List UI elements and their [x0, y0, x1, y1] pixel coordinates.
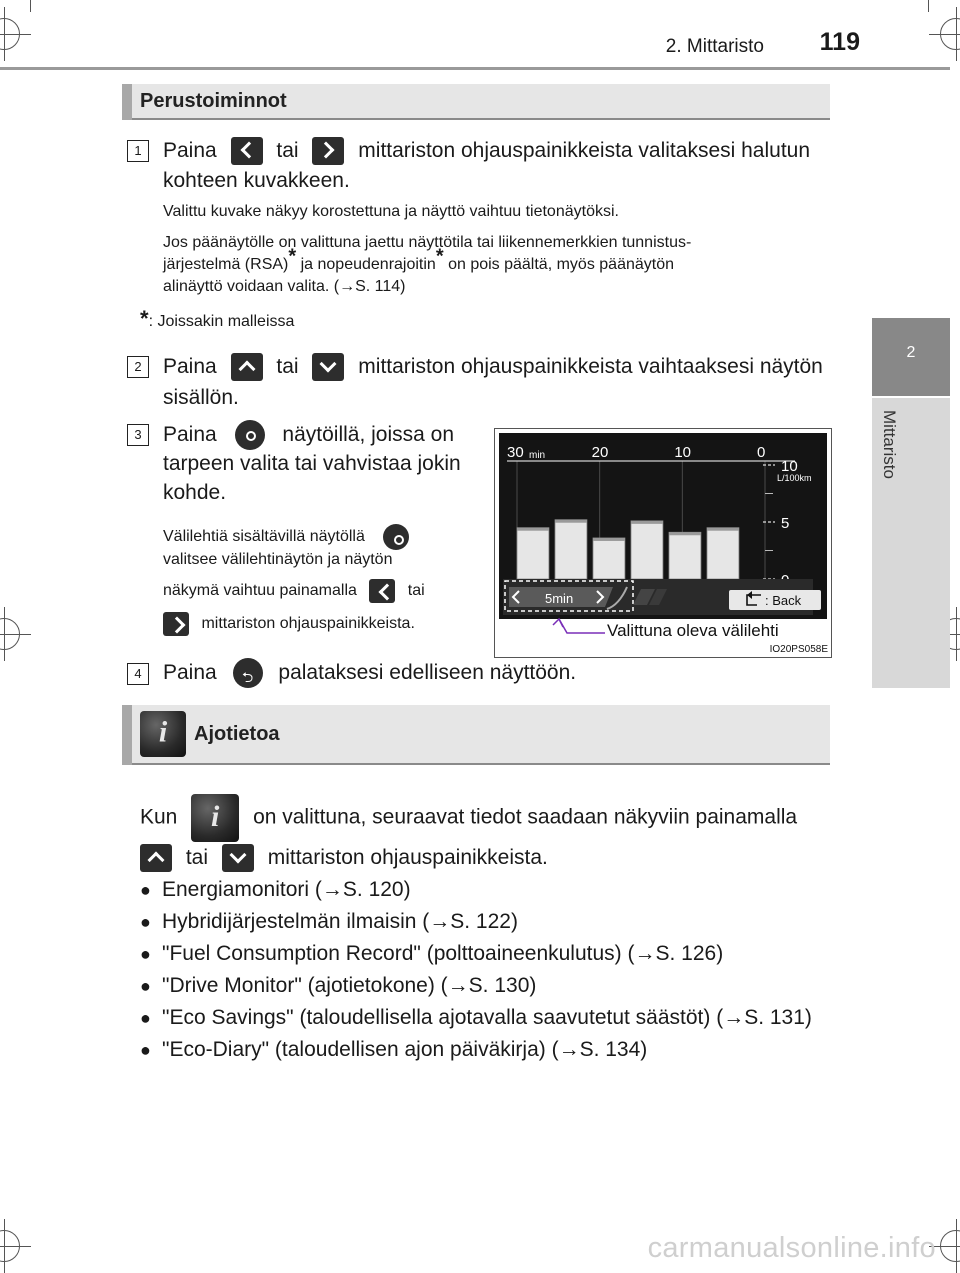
up-arrow-icon — [140, 844, 172, 872]
right-arrow-icon — [312, 137, 344, 165]
trip-intro-line-1: Kun i on valittuna, seuraavat tiedot saadaan näkyviin painamalla — [140, 794, 830, 842]
caption-leader-arrowhead — [553, 619, 563, 627]
bar — [669, 532, 701, 579]
registration-mark-bottom-right — [940, 1230, 960, 1262]
step-3-line-1: Paina näytöillä, joissa on — [163, 420, 477, 450]
section-title-trip: Ajotietoa — [194, 723, 280, 745]
y-tick-label: 5 — [781, 515, 790, 532]
step-number-1: 1 — [127, 140, 149, 162]
back-button-icon — [233, 658, 263, 688]
down-arrow-icon — [222, 844, 254, 872]
x-tick-label: 20 — [591, 444, 609, 461]
step-1-note-1: Valittu kuvake näkyy korostettuna ja näyttö vaihtuu tietonäytöksi. — [163, 203, 619, 220]
step-4-line-1: Paina ⮌ palataksesi edelliseen näyttöön. — [163, 658, 827, 688]
left-arrow-icon — [369, 579, 395, 603]
step-3-note-3: näkymä vaihtuu painamalla tai — [163, 579, 425, 603]
list-item: ● "Fuel Consumption Record" (polttoaineenkulutus) (→S. 126) — [140, 940, 723, 968]
step-3-note-4: mittariston ohjauspainikkeista. — [163, 612, 415, 636]
crop-line-top-right — [928, 0, 929, 12]
step-1-note-2b: järjestelmä (RSA)* ja nopeudenrajoitin* on pois päältä, myös päänäytön — [163, 245, 674, 273]
bar — [631, 521, 663, 579]
running-header-section: 2. Mittaristo — [665, 36, 764, 57]
bar-top — [517, 528, 549, 531]
ok-button-icon — [383, 524, 409, 550]
footnote-asterisk: * — [140, 306, 149, 331]
step-1-line-1: Paina tai mittariston ohjauspainikkeista valitaksesi halutun — [163, 136, 827, 165]
figure-code: IO20PS058E — [769, 644, 828, 655]
step-3-note-2: valitsee välilehtinäytön ja näytön — [163, 551, 393, 568]
x-unit-label: min — [529, 450, 546, 461]
list-item: ● "Drive Monitor" (ajotietokone) (→S. 130) — [140, 972, 536, 1000]
section-bar-trip — [122, 705, 830, 765]
bar-top — [555, 520, 587, 523]
page-number: 119 — [819, 28, 860, 56]
x-tick-label: 10 — [674, 444, 692, 461]
x-tick-label: 0 — [757, 444, 766, 461]
step-3-note-1: Välilehtiä sisältävillä näytöllä — [163, 524, 409, 550]
step-2-line-2: sisällön. — [163, 386, 239, 409]
bar — [517, 528, 549, 579]
registration-mark-top-left — [0, 18, 20, 50]
registration-mark-top-right — [940, 18, 960, 50]
step-number-3: 3 — [127, 424, 149, 446]
ok-button-icon — [235, 420, 265, 450]
step-3-line-3: kohde. — [163, 481, 227, 504]
crop-line-top-left — [30, 0, 31, 12]
step-1-note-2c: alinäyttö voidaan valita. (→S. 114) — [163, 278, 406, 295]
back-label: : Back — [765, 593, 802, 608]
trip-intro-line-2: tai mittariston ohjauspainikkeista. — [140, 843, 548, 872]
chapter-tab-label: Mittaristo — [880, 410, 899, 479]
section-bar-basic — [122, 84, 830, 120]
figure-caption: Valittuna oleva välilehti — [607, 621, 779, 640]
registration-mark-mid-left — [0, 618, 20, 650]
list-item: ● "Eco Savings" (taloudellisella ajotavalla saavutetut säästöt) (→S. 131) — [140, 1004, 812, 1032]
footnote: *: Joissakin malleissa — [140, 306, 295, 331]
right-arrow-icon — [163, 612, 189, 636]
list-item: ● "Eco-Diary" (taloudellisen ajon päiväkirja) (→S. 134) — [140, 1036, 647, 1064]
info-icon — [140, 711, 186, 757]
step-2-line-1: Paina tai mittariston ohjauspainikkeista vaihtaaksesi näytön — [163, 352, 827, 381]
up-arrow-icon — [231, 353, 263, 381]
bar — [593, 538, 625, 579]
bar-top — [593, 538, 625, 541]
bar — [707, 528, 739, 579]
step-1-note-2a: Jos päänäytölle on valittuna jaettu näyttötila tai liikennemerkkien tunnistus- — [163, 234, 692, 251]
bar-top — [631, 521, 663, 524]
x-tick-label: 30 — [507, 444, 524, 461]
y-tick-label: 10 — [781, 458, 798, 475]
chapter-tab-number: 2 — [872, 318, 950, 396]
caption-leader-line — [559, 619, 605, 633]
section-title-basic: Perustoiminnot — [140, 90, 287, 112]
step-3-line-2: tarpeen valita tai vahvistaa jokin — [163, 452, 461, 475]
step-number-2: 2 — [127, 356, 149, 378]
list-item: ● Hybridijärjestelmän ilmaisin (→S. 122) — [140, 908, 518, 936]
tab-label: 5min — [545, 591, 574, 606]
registration-mark-bottom-left — [0, 1230, 20, 1262]
display-figure — [494, 428, 832, 658]
left-arrow-icon — [231, 137, 263, 165]
bar-top — [707, 528, 739, 531]
bar — [555, 520, 587, 579]
header-rule — [0, 67, 950, 70]
y-unit-label: L/100km — [777, 473, 812, 483]
info-icon — [191, 794, 239, 842]
step-number-4: 4 — [127, 663, 149, 685]
asterisk-mark: * — [288, 245, 297, 268]
bar-top — [669, 532, 701, 535]
down-arrow-icon — [312, 353, 344, 381]
list-item: ● Energiamonitori (→S. 120) — [140, 876, 411, 904]
watermark: carmanualsonline.info — [647, 1232, 936, 1264]
step-1-line-2: kohteen kuvakkeen. — [163, 169, 350, 192]
asterisk-mark: * — [435, 245, 444, 268]
